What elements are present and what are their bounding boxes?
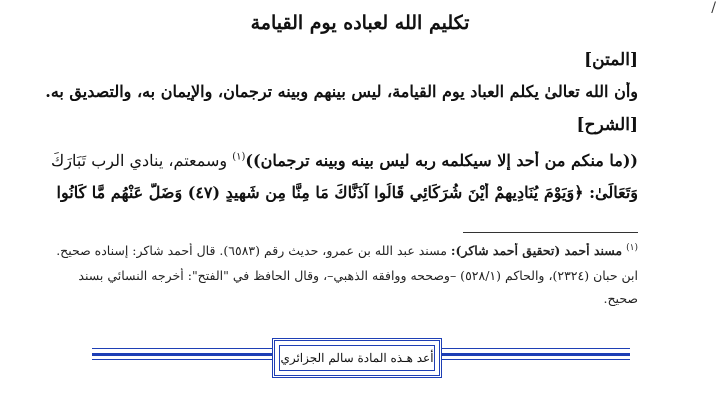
footnote-1-line-3: صحيح. bbox=[603, 291, 638, 306]
footnote-source: مسند أحمد (تحقيق أحمد شاكر): bbox=[450, 243, 623, 259]
sharh-line-2: وَتَعَالَىٰ: ﴿وَيَوْمَ يُنَادِيهِمْ أَيْنَ شُرَكَائِي قَالُوا آذَنَّاكَ مَا مِنَّا مِن شَهِيدٍ (٤٧) وَضَلَّ عَنْهُم مَّا كَانُوا bbox=[56, 183, 638, 202]
footnote-reference: (١) bbox=[232, 151, 246, 163]
sharh-label: [الشرح] bbox=[576, 115, 638, 135]
sharh-line-1 bbox=[38, 151, 638, 170]
matn-label: [المتن] bbox=[584, 50, 638, 70]
page-title: تكليم الله لعباده يوم القيامة bbox=[250, 12, 470, 34]
footnote-source-detail: مسند عبد الله بن عمرو، حديث رقم (٦٥٨٣). قال أحمد شاكر: إسناده صحيح. bbox=[56, 243, 447, 259]
footnote-number: (١) bbox=[626, 243, 638, 253]
signature-frame bbox=[272, 338, 442, 378]
sharh-line-1-rest: وسمعتم، ينادي الرب تَبَارَكَ bbox=[51, 151, 228, 170]
matn-text: وأن الله تعالىٰ يكلم العباد يوم القيامة، ليس بينهم وبينه ترجمان، والإيمان به، والتصديق به. bbox=[45, 82, 638, 101]
corner-mark: / bbox=[711, 0, 716, 16]
hadith-quote: ((ما منكم من أحد إلا سيكلمه ربه ليس بينه وبينه ترجمان)) bbox=[245, 151, 638, 170]
footnote-1-line-2: ابن حبان (٢٣٢٤)، والحاكم (٥٢٨/١) –وصححه ووافقه الذهبي–، وقال الحافظ في "الفتح": أخرجه النسائي بسند bbox=[78, 268, 638, 283]
footnote-divider bbox=[463, 232, 638, 233]
signature-text: أعد هـذه المادة سالم الجزائري bbox=[279, 345, 435, 371]
footnote-1-line-1 bbox=[40, 243, 638, 258]
